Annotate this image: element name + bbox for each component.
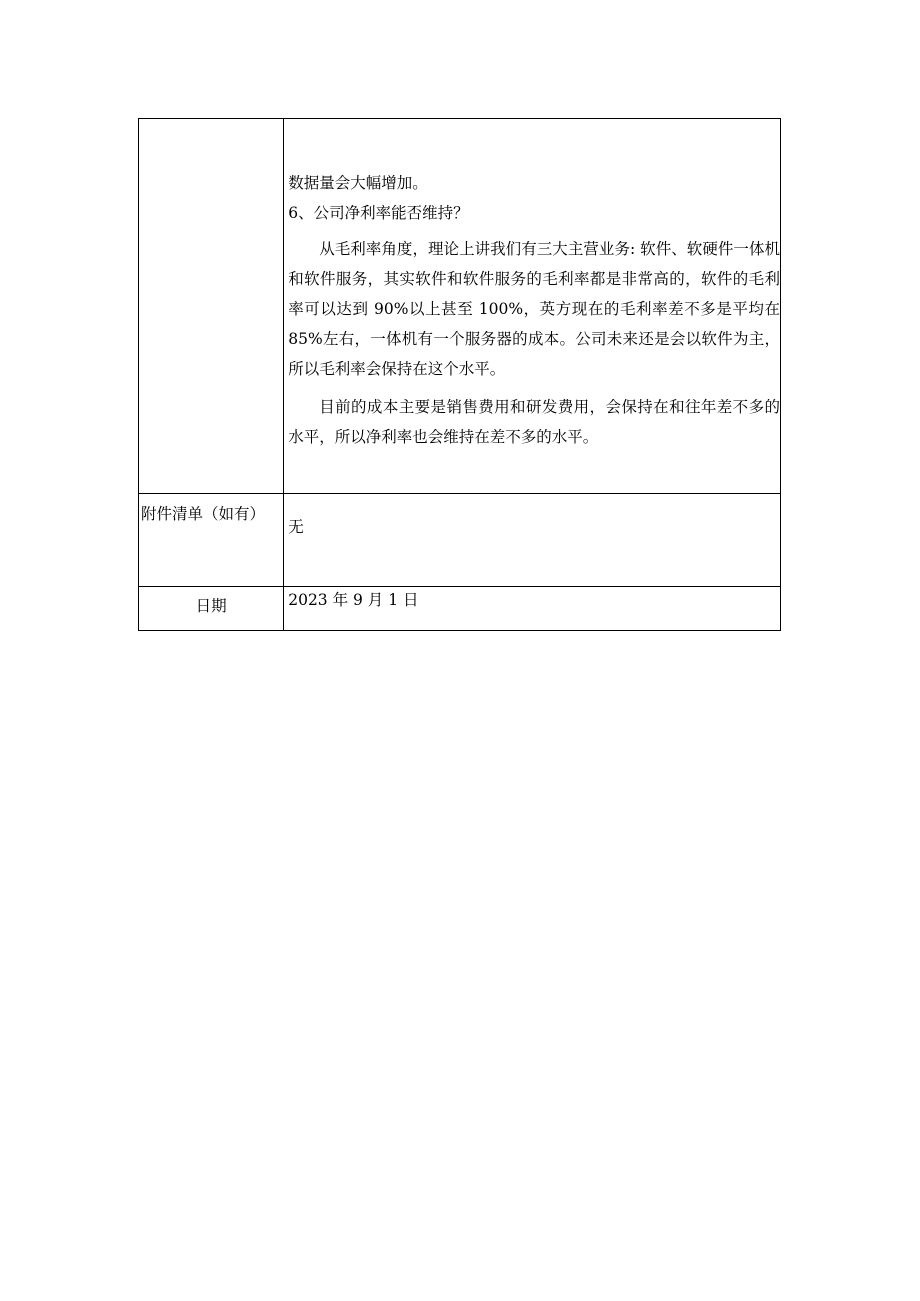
content-row bbox=[139, 119, 781, 494]
content-cell bbox=[284, 119, 781, 494]
date-row bbox=[139, 587, 781, 631]
record-table bbox=[138, 118, 781, 631]
question-heading: 6、公司净利率能否维持？ bbox=[288, 204, 469, 222]
content-row-label-cell bbox=[139, 119, 284, 494]
attachments-value: 无 bbox=[284, 494, 781, 587]
content-body bbox=[284, 119, 780, 452]
answer-paragraph-2: 目前的成本主要是销售费用和研发费用，会保持在和往年差不多的水平，所以净利率也会维持在差不多的水平。 bbox=[288, 398, 780, 446]
attachments-row bbox=[139, 494, 781, 587]
date-value: 2023 年 9 月 1 日 bbox=[284, 587, 781, 631]
date-label: 日期 bbox=[139, 587, 284, 631]
answer-paragraph-1: 从毛利率角度，理论上讲我们有三大主营业务: 软件、软硬件一体机和软件服务，其实软件和软件服务的毛利率都是非常高的，软件的毛利率可以达到 90%以上甚至 100%，英方现在的毛利率差不多是平均在 85%左右，一体机有一个服务器的成本。公司未来还是会以软件为主，所以毛利率会保持在这个水平。 bbox=[288, 240, 780, 378]
attachments-label: 附件清单（如有） bbox=[139, 494, 284, 587]
continuation-line: 数据量会大幅增加。 bbox=[288, 174, 428, 192]
